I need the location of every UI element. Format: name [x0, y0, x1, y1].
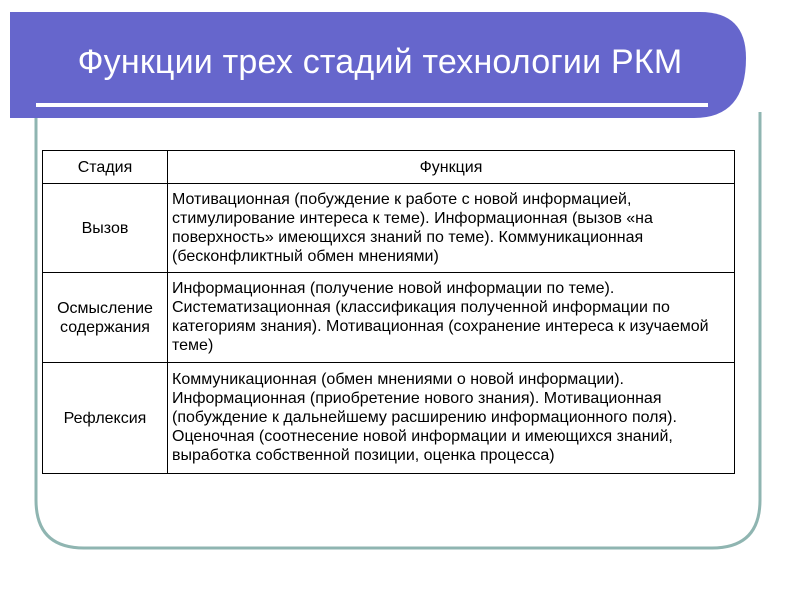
- function-cell: Мотивационная (побуждение к работе с новой информацией, стимулирование интереса к теме). Информационная (вызов «на поверхность» имеющихся знаний по теме). Коммуникационная (бесконфликтный обмен мнениями): [168, 184, 735, 273]
- function-cell: Коммуникационная (обмен мнениями о новой информации). Информационная (приобретение нового знания). Мотивационная (побуждение к дальнейшему расширению информационного поля). Оценочная (соотнесение новой информации и имеющихся знаний, выработка собственной позиции, оценка процесса): [168, 363, 735, 474]
- table-row: [43, 273, 735, 363]
- stage-cell: Вызов: [43, 184, 168, 273]
- stages-table: [42, 150, 735, 474]
- function-cell: Информационная (получение новой информации по теме). Систематизационная (классификация полученной информации по категориям знания). Мотивационная (сохранение интереса к изучаемой теме): [168, 273, 735, 363]
- table-row: [43, 363, 735, 474]
- table-row: [43, 184, 735, 273]
- header-stage: Стадия: [43, 151, 168, 184]
- title-underline: [36, 103, 708, 107]
- stage-cell: Рефлексия: [43, 363, 168, 474]
- table-header-row: [43, 151, 735, 184]
- header-function: Функция: [168, 151, 735, 184]
- slide-title: Функции трех стадий технологии РКМ: [77, 43, 683, 81]
- stage-cell: Осмысление содержания: [43, 273, 168, 363]
